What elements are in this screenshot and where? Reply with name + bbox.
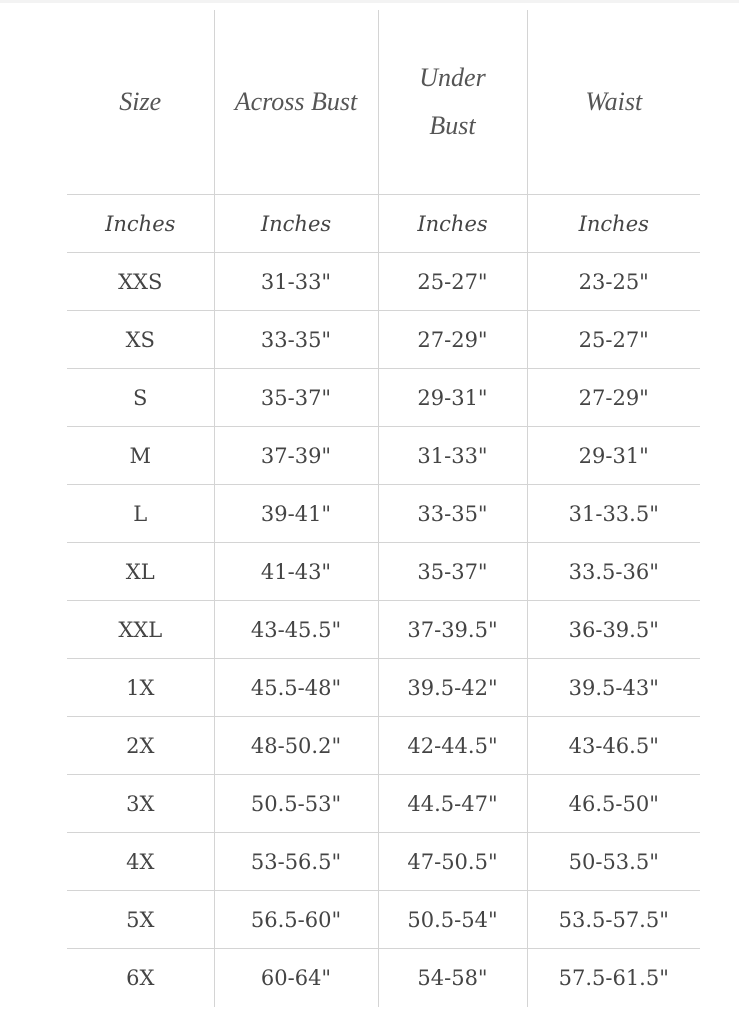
across-bust-cell: 31-33" [214,253,378,311]
table-row [67,601,700,659]
across-bust-cell: 43-45.5" [214,601,378,659]
waist-cell: 33.5-36" [527,543,700,601]
top-divider [0,0,739,3]
unit-across-bust: Inches [214,195,378,253]
waist-cell: 31-33.5" [527,485,700,543]
table-row [67,543,700,601]
waist-cell: 25-27" [527,311,700,369]
under-bust-cell: 31-33" [378,427,527,485]
table-row [67,369,700,427]
size-cell: XL [67,543,214,601]
size-cell: XXS [67,253,214,311]
under-bust-cell: 27-29" [378,311,527,369]
table-row [67,833,700,891]
unit-size: Inches [67,195,214,253]
across-bust-cell: 56.5-60" [214,891,378,949]
size-cell: 1X [67,659,214,717]
header-size: Size [67,10,214,195]
table-row [67,427,700,485]
unit-row [67,195,700,253]
size-cell: 6X [126,966,155,990]
across-bust-cell: 37-39" [214,427,378,485]
across-bust-cell: 48-50.2" [214,717,378,775]
table-row [67,717,700,775]
across-bust-cell: 50.5-53" [214,775,378,833]
waist-cell: 29-31" [527,427,700,485]
size-cell: 2X [67,717,214,775]
header-under-bust: Under Bust [378,10,527,195]
waist-cell: 43-46.5" [527,717,700,775]
waist-cell: 36-39.5" [527,601,700,659]
unit-under-bust: Inches [378,195,527,253]
across-bust-cell: 33-35" [214,311,378,369]
table-row [67,775,700,833]
unit-waist: Inches [527,195,700,253]
under-bust-cell: 33-35" [378,485,527,543]
across-bust-cell: 39-41" [214,485,378,543]
size-cell: 3X [67,775,214,833]
waist-cell: 57.5-61.5" [527,949,700,1008]
size-cell: 4X [67,833,214,891]
under-bust-cell: 25-27" [378,253,527,311]
across-bust-cell: 41-43" [214,543,378,601]
waist-cell: 39.5-43" [527,659,700,717]
header-across-bust: Across Bust [214,10,378,195]
under-bust-cell: 37-39.5" [378,601,527,659]
table-row [67,311,700,369]
under-bust-cell: 29-31" [378,369,527,427]
header-row [67,10,700,195]
waist-cell: 27-29" [527,369,700,427]
under-bust-cell: 47-50.5" [378,833,527,891]
under-bust-cell: 44.5-47" [378,775,527,833]
size-cell: S [67,369,214,427]
waist-cell: 46.5-50" [527,775,700,833]
under-bust-cell: 42-44.5" [378,717,527,775]
waist-cell: 53.5-57.5" [527,891,700,949]
across-bust-cell: 53-56.5" [214,833,378,891]
size-cell: XS [67,311,214,369]
across-bust-cell: 35-37" [214,369,378,427]
across-bust-cell: 60-64" [214,949,378,1008]
size-cell: L [67,485,214,543]
table-row [67,485,700,543]
waist-cell: 50-53.5" [527,833,700,891]
under-bust-cell: 39.5-42" [378,659,527,717]
table-row [67,253,700,311]
header-waist: Waist [527,10,700,195]
under-bust-cell: 35-37" [378,543,527,601]
table-row [67,659,700,717]
across-bust-cell: 45.5-48" [214,659,378,717]
size-chart-table [67,10,700,1007]
table-row [67,891,700,949]
under-bust-cell: 54-58" [378,949,527,1008]
size-cell: M [67,427,214,485]
size-cell: 5X [67,891,214,949]
size-cell: XXL [67,601,214,659]
waist-cell: 23-25" [527,253,700,311]
under-bust-cell: 50.5-54" [378,891,527,949]
table-row [67,949,700,1008]
